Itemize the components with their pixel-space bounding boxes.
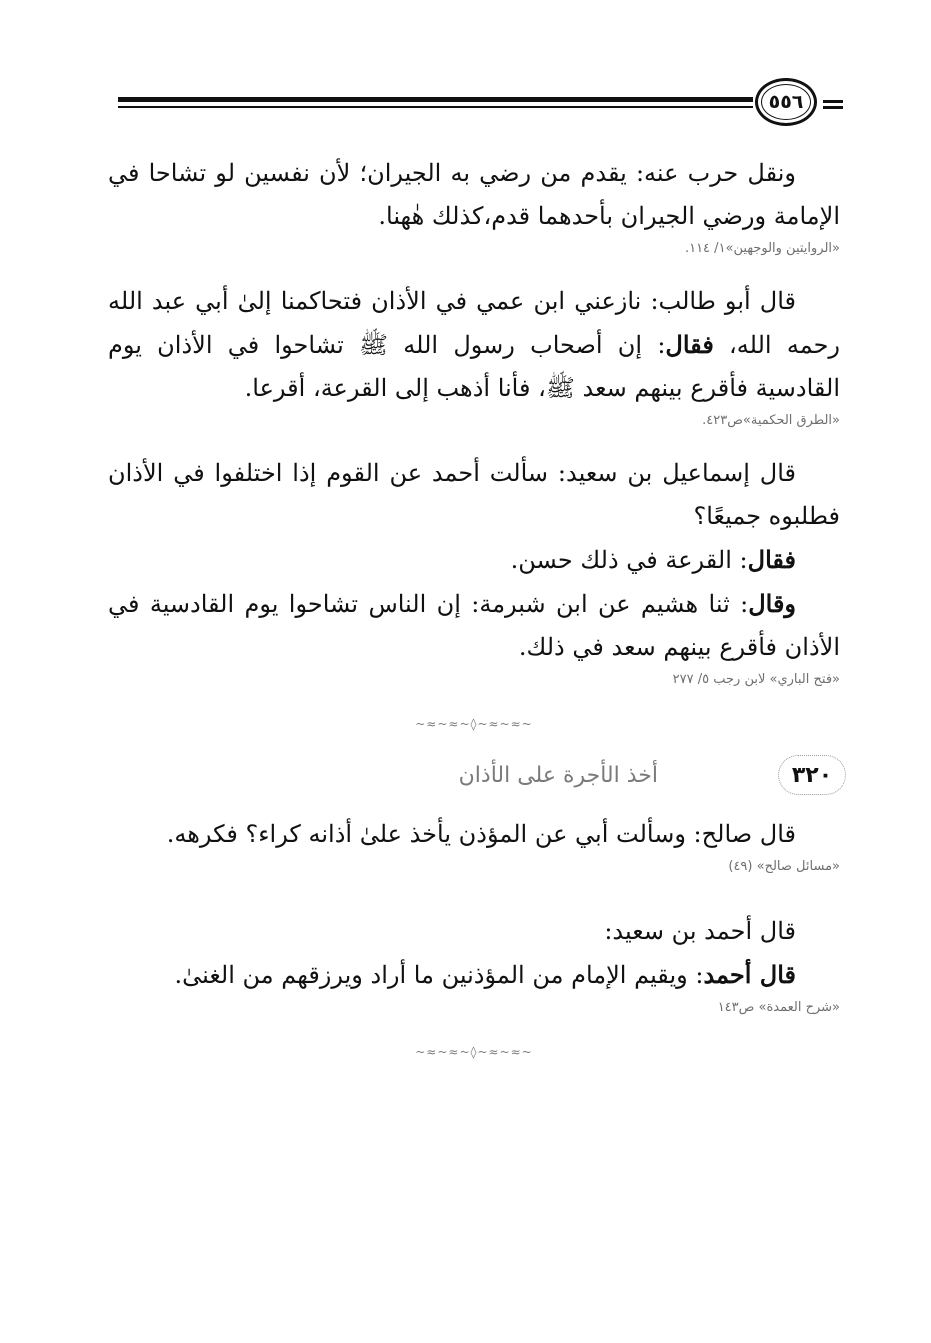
paragraph: قال أحمد بن سعيد: xyxy=(604,917,796,945)
paragraph-text: : إن أصحاب رسول الله ﷺ تشاحوا في الأذان يوم القادسية فأقرع بينهم سعد ﷺ، فأنا أذهب إلى القرعة، أقرعا. xyxy=(108,331,840,402)
bold-speaker: قال أحمد xyxy=(703,960,796,989)
paragraph: ونقل حرب عنه: يقدم من رضي به الجيران؛ لأن نفسين لو تشاحا في الإمامة ورضي الجيران بأحدهما قدم،كذلك هٰهنا. xyxy=(108,159,840,230)
page-number xyxy=(755,78,817,126)
section-heading xyxy=(108,747,840,803)
page-content xyxy=(108,152,840,1075)
source-citation: «الروايتين والوجهين»١/ ١١٤. xyxy=(684,241,840,256)
paragraph: قال إسماعيل بن سعيد: سألت أحمد عن القوم إذا اختلفوا في الأذان فطلبوه جميعًا؟ xyxy=(108,459,840,530)
bold-speaker: فقال xyxy=(665,330,714,359)
source-citation: «مسائل صالح» (٤٩) xyxy=(728,859,840,874)
paragraph-text: : ثنا هشيم عن ابن شبرمة: إن الناس تشاحوا يوم القادسية في الأذان فأقرع بينهم سعد في ذلك. xyxy=(108,590,840,661)
ornament-divider: ~≈~≈~◊~≈~≈~ xyxy=(415,717,533,731)
section-number: ٣٢٠ xyxy=(778,755,846,795)
paragraph-text: : القرعة في ذلك حسن. xyxy=(510,546,748,574)
paragraph-text: قال أبو طالب: نازعني ابن عمي في الأذان فتحاكمنا إلىٰ أبي عبد الله رحمه الله، xyxy=(108,287,840,359)
paragraph xyxy=(108,280,840,410)
header-rule-right xyxy=(823,100,843,103)
paragraph xyxy=(108,953,840,997)
paragraph xyxy=(108,538,840,582)
bold-speaker: فقال xyxy=(747,545,796,574)
paragraph xyxy=(108,582,840,669)
source-citation: «الطرق الحكمية»ص٤٢٣. xyxy=(702,413,840,428)
header-rule-thin xyxy=(118,106,753,108)
bold-speaker: وقال xyxy=(748,589,796,618)
section-title: أخذ الأجرة على الأذان xyxy=(458,762,658,788)
source-citation: «شرح العمدة» ص١٤٣ xyxy=(717,1000,840,1015)
ornament-divider: ~≈~≈~◊~≈~≈~ xyxy=(415,1045,533,1059)
page-number-text: ٥٥٦ xyxy=(768,91,804,113)
source-citation: «فتح الباري» لابن رجب ٥/ ٢٧٧ xyxy=(672,672,840,687)
paragraph-text: : ويقيم الإمام من المؤذنين ما أراد ويرزقهم من الغنىٰ. xyxy=(174,961,704,989)
header-rule xyxy=(118,97,753,102)
paragraph: قال صالح: وسألت أبي عن المؤذن يأخذ علىٰ أذانه كراء؟ فكرهه. xyxy=(166,820,796,848)
page-header xyxy=(118,78,843,128)
